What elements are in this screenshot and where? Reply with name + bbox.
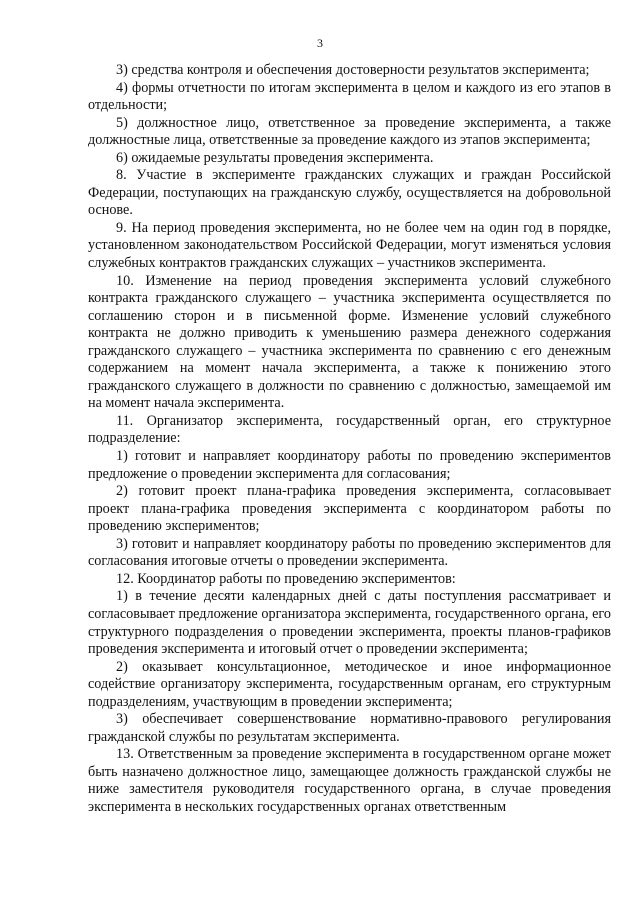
paragraph: 4) формы отчетности по итогам эксперимента в целом и каждого из его этапов в отдельности;: [88, 79, 611, 114]
page-number: 3: [317, 36, 323, 50]
paragraph: 2) оказывает консультационное, методическое и иное информационное содействие организатору эксперимента, государственным органам, его структурным подразделениям, участвующим в проведении эксперимента;: [88, 658, 611, 710]
paragraph: 3) средства контроля и обеспечения достоверности результатов эксперимента;: [116, 62, 590, 78]
document-body: [88, 62, 611, 817]
paragraph: 6) ожидаемые результаты проведения эксперимента.: [116, 149, 434, 166]
paragraph: 8. Участие в эксперименте гражданских служащих и граждан Российской Федерации, поступающих на гражданскую службу, осуществляется на добровольной основе.: [88, 167, 611, 219]
paragraph: 1) в течение десяти календарных дней с даты поступления рассматривает и согласовывает предложение организатора эксперимента, государственного органа, его структурного подразделения о проведении эксперимента, проекты планов-графиков проведения эксперимента и итоговый отчет о проведении эксперимента;: [88, 588, 611, 658]
paragraph: 5) должностное лицо, ответственное за проведение эксперимента, а также должностные лица, ответственные за проведение каждого из этапов эксперимента;: [88, 114, 611, 149]
paragraph: 2) готовит проект плана-графика проведения эксперимента, согласовывает проект плана-графика проведения эксперимента с координатором работы по проведению экспериментов;: [88, 483, 611, 535]
paragraph: 13. Ответственным за проведение эксперимента в государственном органе может быть назначено должностное лицо, замещающее должность гражданской службы не ниже заместителя руководителя государственного органа, в случае проведения эксперимента в нескольких государственных органах ответственным: [88, 746, 611, 815]
paragraph: 1) готовит и направляет координатору работы по проведению экспериментов предложение о проведении эксперимента для согласования;: [88, 448, 611, 482]
paragraph: 3) готовит и направляет координатору работы по проведению экспериментов для согласования итоговые отчеты о проведении эксперимента.: [88, 535, 611, 570]
paragraph: 9. На период проведения эксперимента, но не более чем на один год в порядке, установленном законодательством Российской Федерации, могут изменяться условия служебных контрактов гражданских служащих – участников эксперимента.: [88, 219, 611, 272]
paragraph: 11. Организатор эксперимента, государственный орган, его структурное подразделение:: [88, 412, 611, 447]
paragraph: 3) обеспечивает совершенствование нормативно-правового регулирования гражданской службы по результатам эксперимента.: [88, 711, 611, 745]
paragraph: 10. Изменение на период проведения эксперимента условий служебного контракта гражданского служащего – участника эксперимента осуществляется по соглашению сторон и в письменной форме. Изменение условий служебного контракта не должно приводить к уменьшению размера денежного содержания гражданского служащего – участника эксперимента по сравнению с его денежным содержанием на момент начала эксперимента, а также к понижению этого гражданского служащего в должности по сравнению с должностью, замещаемой им на момент начала эксперимента.: [88, 272, 611, 412]
paragraph: 12. Координатор работы по проведению экспериментов:: [116, 570, 456, 587]
